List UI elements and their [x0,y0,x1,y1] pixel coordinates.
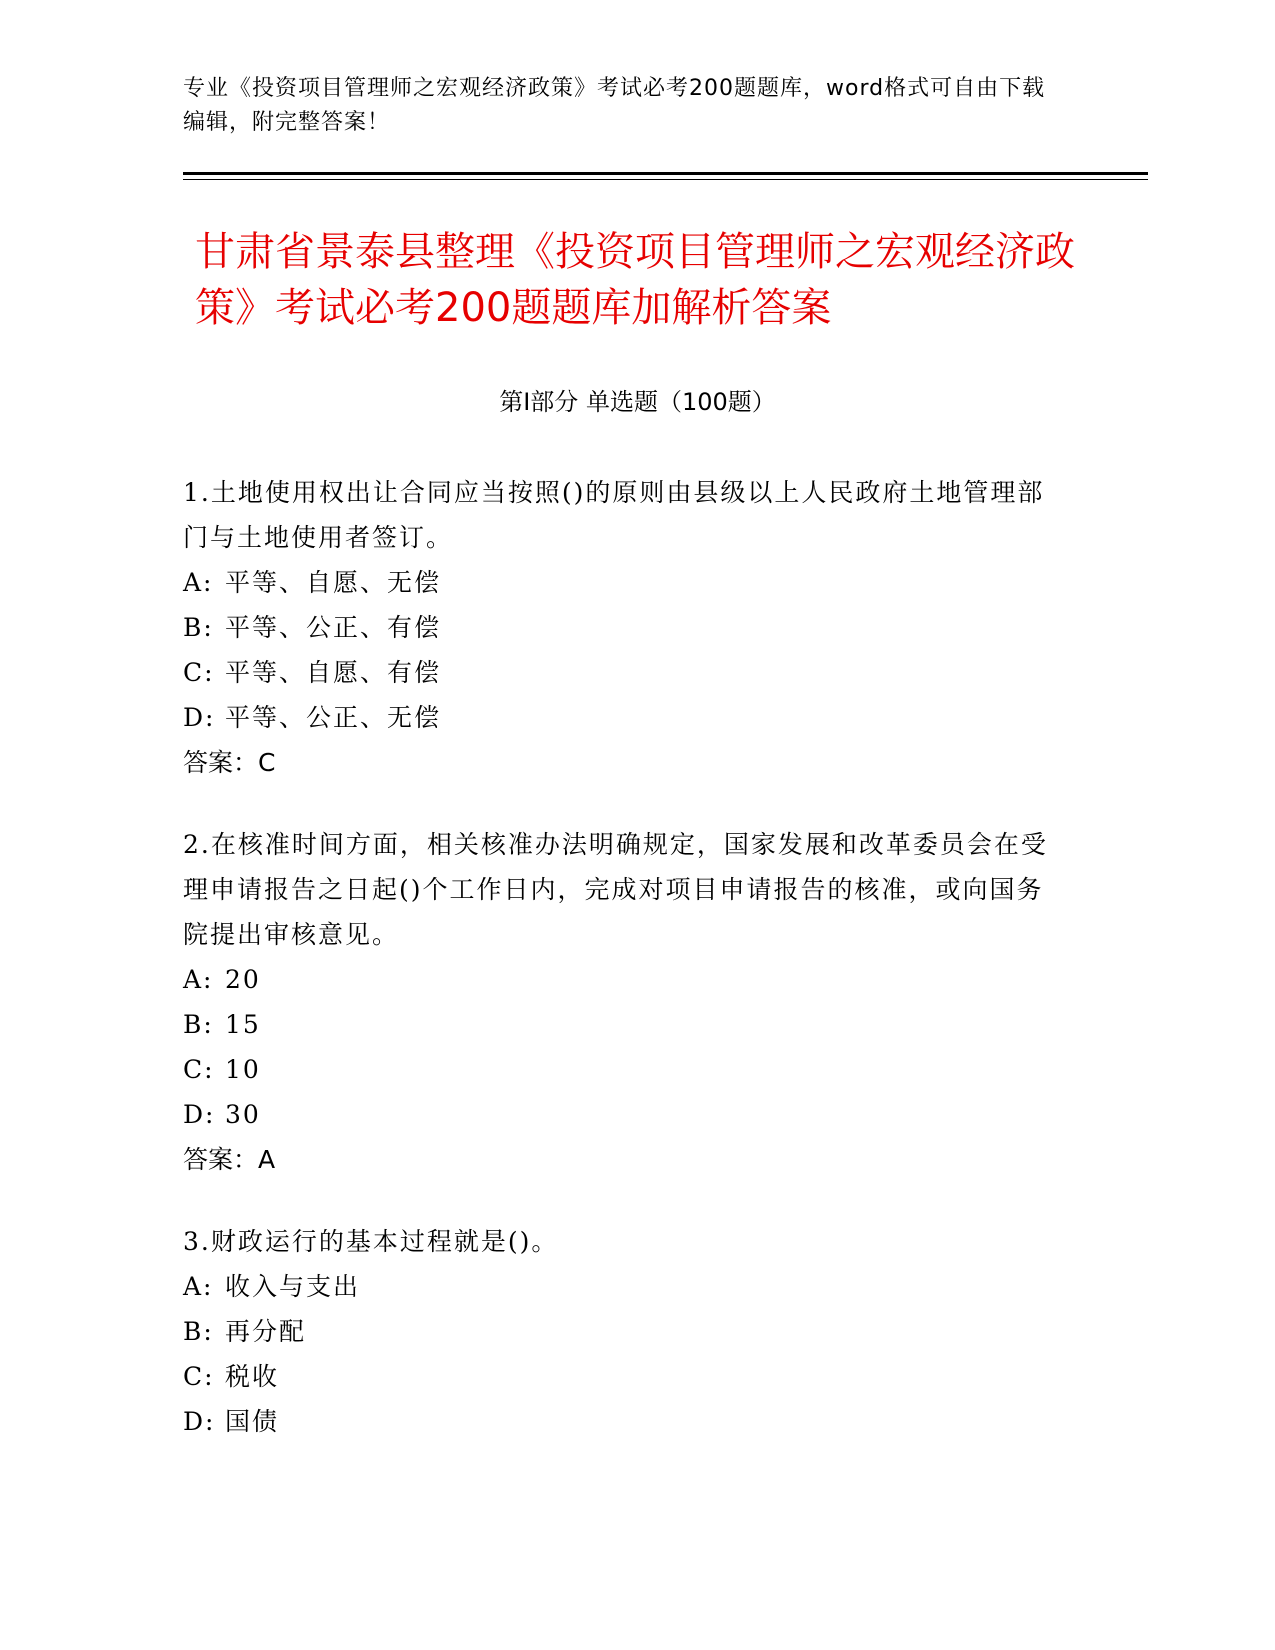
option-key: A: [183,965,214,994]
option-key: A: [183,1272,214,1301]
question-text: 3.财政运行的基本过程就是()。 [183,1227,559,1256]
option-value: 再分配 [225,1317,307,1346]
option-a [183,1264,1063,1309]
option-key: C: [183,658,215,687]
option-key: A: [183,568,214,597]
header-note: 专业《投资项目管理师之宏观经济政策》考试必考200题题库，word格式可自由下载编辑，附完整答案！ [183,76,1046,135]
section-title: 第Ⅰ部分 单选题（100题） [499,388,776,416]
option-a [183,957,1063,1002]
question-list [183,470,1063,1481]
header-rule-thick [183,172,1148,175]
option-value: 10 [225,1055,261,1084]
option-value: 收入与支出 [225,1272,361,1301]
option-b [183,605,1063,650]
option-key: D: [183,1100,216,1129]
option-b [183,1309,1063,1354]
option-d [183,1092,1063,1137]
option-value: 税收 [225,1362,280,1391]
option-value: 国债 [225,1407,280,1436]
option-value: 15 [225,1010,261,1039]
option-key: C: [183,1362,215,1391]
option-value: 平等、自愿、有偿 [225,658,442,687]
option-key: D: [183,1407,216,1436]
question-1 [183,470,1063,785]
option-a [183,560,1063,605]
question-text: 1.土地使用权出让合同应当按照()的原则由县级以上人民政府土地管理部门与土地使用者签订。 [183,478,1045,552]
option-key: C: [183,1055,215,1084]
option-key: B: [183,1010,214,1039]
option-value: 平等、自愿、无偿 [225,568,442,597]
question-2 [183,822,1063,1182]
option-key: B: [183,1317,214,1346]
option-c [183,650,1063,695]
option-value: 20 [225,965,261,994]
option-key: D: [183,703,216,732]
answer-line: 答案：C [183,748,276,777]
option-d [183,695,1063,740]
question-text: 2.在核准时间方面，相关核准办法明确规定，国家发展和改革委员会在受理申请报告之日起()个工作日内，完成对项目申请报告的核准，或向国务院提出审核意见。 [183,830,1048,949]
option-d [183,1399,1063,1444]
answer-line: 答案：A [183,1145,276,1174]
document-title: 甘肃省景泰县整理《投资项目管理师之宏观经济政策》考试必考200题题库加解析答案 [195,229,1075,331]
option-b [183,1002,1063,1047]
option-c [183,1047,1063,1092]
option-key: B: [183,613,214,642]
option-value: 平等、公正、无偿 [225,703,442,732]
option-value: 平等、公正、有偿 [225,613,442,642]
option-value: 30 [225,1100,261,1129]
header-rule-thin [183,179,1148,180]
question-3 [183,1219,1063,1444]
option-c [183,1354,1063,1399]
